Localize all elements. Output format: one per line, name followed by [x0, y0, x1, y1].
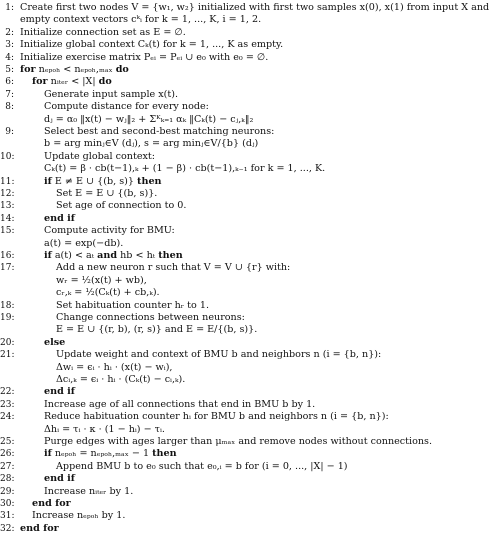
line-number: 2: — [5, 27, 14, 38]
keyword: if — [44, 175, 52, 187]
line-text — [44, 424, 165, 436]
line-number: 31: — [0, 511, 15, 522]
line-text — [20, 523, 59, 535]
line-text — [44, 411, 389, 423]
line-text — [44, 101, 209, 113]
line-number: 22: — [0, 387, 15, 398]
line-number: 17: — [0, 263, 15, 274]
line-text — [44, 448, 177, 460]
line-number: 1: — [5, 3, 14, 13]
line-number: 30: — [0, 499, 15, 509]
line-text — [56, 312, 245, 324]
statement: Compute activity for BMU: — [44, 225, 175, 237]
line-text — [56, 200, 186, 212]
keyword: and — [97, 250, 118, 261]
line-text — [44, 473, 75, 485]
line-number: 21: — [0, 350, 15, 361]
statement: a(t) = exp(−db). — [44, 237, 124, 249]
keyword: else — [44, 336, 66, 348]
line-text — [56, 275, 147, 287]
statement: Create first two nodes V = {w₁, w₂} initialized with first two samples x(0), x(1) from input X and — [20, 2, 490, 13]
statement: Initialize exercise matrix Pₑᵢ = Pₑᵢ ∪ e₀ with e₀ = ∅. — [20, 51, 269, 63]
line-number: 15: — [0, 226, 15, 237]
line-number: 7: — [5, 89, 14, 100]
statement: Append BMU b to e₀ such that e₀,ᵢ = b for (i = 0, ..., |X| − 1) — [56, 460, 348, 472]
line-text — [56, 287, 160, 299]
line-number: 14: — [0, 213, 15, 224]
line-text — [32, 76, 112, 88]
statement: Purge edges with ages larger than μₘₐₓ and remove nodes without connections. — [44, 436, 433, 447]
line-number: 25: — [0, 437, 15, 447]
line-number: 26: — [0, 449, 15, 460]
statement: Add a new neuron r such that V = V ∪ {r} with: — [56, 262, 291, 274]
statement: wᵣ = ½(x(t) + wb), — [56, 274, 147, 286]
keyword: then — [137, 175, 162, 187]
statement: Update global context: — [44, 150, 155, 162]
statement: empty context vectors cᵏᵢ for k = 1, ..., K, i = 1, 2. — [20, 14, 262, 26]
line-text — [56, 362, 172, 374]
line-text — [56, 188, 157, 200]
line-text — [44, 114, 253, 126]
keyword: end if — [44, 386, 75, 398]
keyword: end for — [20, 522, 59, 534]
line-number: 11: — [0, 176, 15, 187]
statement: Select best and second-best matching neurons: — [44, 126, 275, 137]
line-number: 9: — [5, 127, 14, 137]
keyword: do — [115, 64, 129, 75]
line-text — [32, 510, 125, 522]
line-text — [44, 225, 175, 237]
line-number: 20: — [0, 337, 15, 348]
line-text — [44, 399, 315, 411]
line-text — [44, 126, 274, 138]
line-number: 28: — [0, 474, 15, 485]
keyword: for — [32, 76, 48, 88]
statement: cᵣ,ₖ = ½(Cₖ(t) + cb,ₖ). — [56, 287, 160, 299]
keyword: for — [20, 64, 36, 75]
line-number: 10: — [0, 151, 15, 162]
statement: Generate input sample x(t). — [44, 88, 179, 100]
statement: Compute distance for every node: — [44, 101, 209, 113]
line-text — [56, 461, 348, 473]
keyword: then — [152, 448, 177, 460]
line-number: 3: — [5, 40, 14, 51]
keyword: do — [98, 76, 112, 88]
keyword: end if — [44, 473, 75, 485]
statement: Change connections between neurons: — [56, 312, 245, 323]
keyword: end for — [32, 498, 71, 509]
statement: b = arg minⱼ∈V (dⱼ), s = arg minⱼ∈V/{b} (dⱼ) — [44, 138, 259, 150]
line-number: 19: — [0, 313, 15, 323]
line-text — [32, 498, 71, 510]
line-number: 8: — [5, 102, 14, 113]
line-text — [44, 238, 123, 250]
statement: Cₖ(t) = β · cb(t−1),ₖ + (1 − β) · cb(t−1),ₖ₋₁ for k = 1, ..., K. — [44, 163, 326, 175]
line-number: 27: — [0, 461, 15, 472]
line-text — [56, 324, 257, 336]
line-text — [44, 151, 155, 163]
statement: Δhᵢ = τᵢ · κ · (1 − hᵢ) − τᵢ. — [44, 423, 165, 435]
line-number: 13: — [0, 201, 15, 212]
statement: nᵢₜₑᵣ < |X| — [47, 76, 99, 88]
statement: Initialize connection set as E = ∅. — [20, 26, 186, 38]
keyword: then — [158, 250, 183, 261]
statement: Increase nₑₚₒₕ by 1. — [32, 510, 126, 522]
line-text — [44, 486, 133, 498]
line-number: 5: — [5, 65, 14, 75]
statement: nₑₚₒₕ = nₑₚₒₕ,ₘₐₓ − 1 — [51, 448, 153, 460]
line-text — [44, 337, 65, 349]
statement: dⱼ = α₀ ‖x(t) − wⱼ‖₂ + Σᴷₖ₌₁ αₖ ‖Cₖ(t) − cⱼ,ₖ‖₂ — [44, 113, 254, 125]
line-text — [44, 436, 432, 448]
line-text — [20, 52, 268, 64]
statement: Set E = E ∪ {(b, s)}. — [56, 188, 158, 199]
statement: Increase age of all connections that end in BMU b by 1. — [44, 398, 316, 410]
keyword: if — [44, 250, 52, 261]
line-number: 23: — [0, 399, 15, 410]
line-number: 32: — [0, 523, 15, 534]
line-text — [44, 250, 183, 262]
line-text — [44, 89, 178, 101]
line-text — [20, 64, 129, 76]
line-text — [20, 27, 186, 39]
line-number: 12: — [0, 189, 15, 199]
line-text — [44, 163, 325, 175]
line-number: 29: — [0, 486, 15, 497]
statement: Reduce habituation counter hᵢ for BMU b and neighbors n (i = {b, n}): — [44, 411, 389, 423]
line-text — [44, 213, 75, 225]
line-text — [20, 14, 261, 26]
statement: Δcᵢ,ₖ = ϵᵢ · hᵢ · (Cₖ(t) − cᵢ,ₖ). — [56, 374, 186, 385]
line-text — [44, 386, 75, 398]
statement: a(t) < aₜ — [51, 250, 98, 261]
line-number: 4: — [5, 52, 14, 63]
statement: Δwᵢ = ϵᵢ · hᵢ · (x(t) − wᵢ), — [56, 361, 173, 373]
keyword: if — [44, 448, 52, 460]
keyword: end if — [44, 212, 75, 224]
statement: nₑₚₒₕ < nₑₚₒₕ,ₘₐₓ — [35, 64, 116, 75]
statement: Set age of connection to 0. — [56, 200, 187, 212]
statement: hb < hₜ — [117, 250, 159, 261]
line-number: 6: — [5, 77, 14, 88]
statement: Update weight and context of BMU b and neighbors n (i = {b, n}): — [56, 349, 382, 361]
line-number: 18: — [0, 300, 15, 311]
line-text — [44, 138, 258, 150]
line-number: 24: — [0, 412, 15, 423]
line-text — [56, 349, 381, 361]
statement: Set habituation counter hᵣ to 1. — [56, 299, 210, 311]
line-text — [20, 2, 489, 14]
statement: E ≠ E ∪ {(b, s)} — [51, 175, 138, 187]
line-text — [44, 176, 162, 188]
statement: Initialize global context Cₖ(t) for k = 1, ..., K as empty. — [20, 39, 284, 51]
statement: E = E ∪ {(r, b), (r, s)} and E = E/{(b, s)}. — [56, 324, 258, 336]
line-text — [56, 374, 185, 386]
line-number: 16: — [0, 251, 15, 261]
line-text — [56, 262, 290, 274]
line-text — [56, 300, 209, 312]
line-text — [20, 39, 283, 51]
statement: Increase nᵢₜₑᵣ by 1. — [44, 485, 134, 497]
